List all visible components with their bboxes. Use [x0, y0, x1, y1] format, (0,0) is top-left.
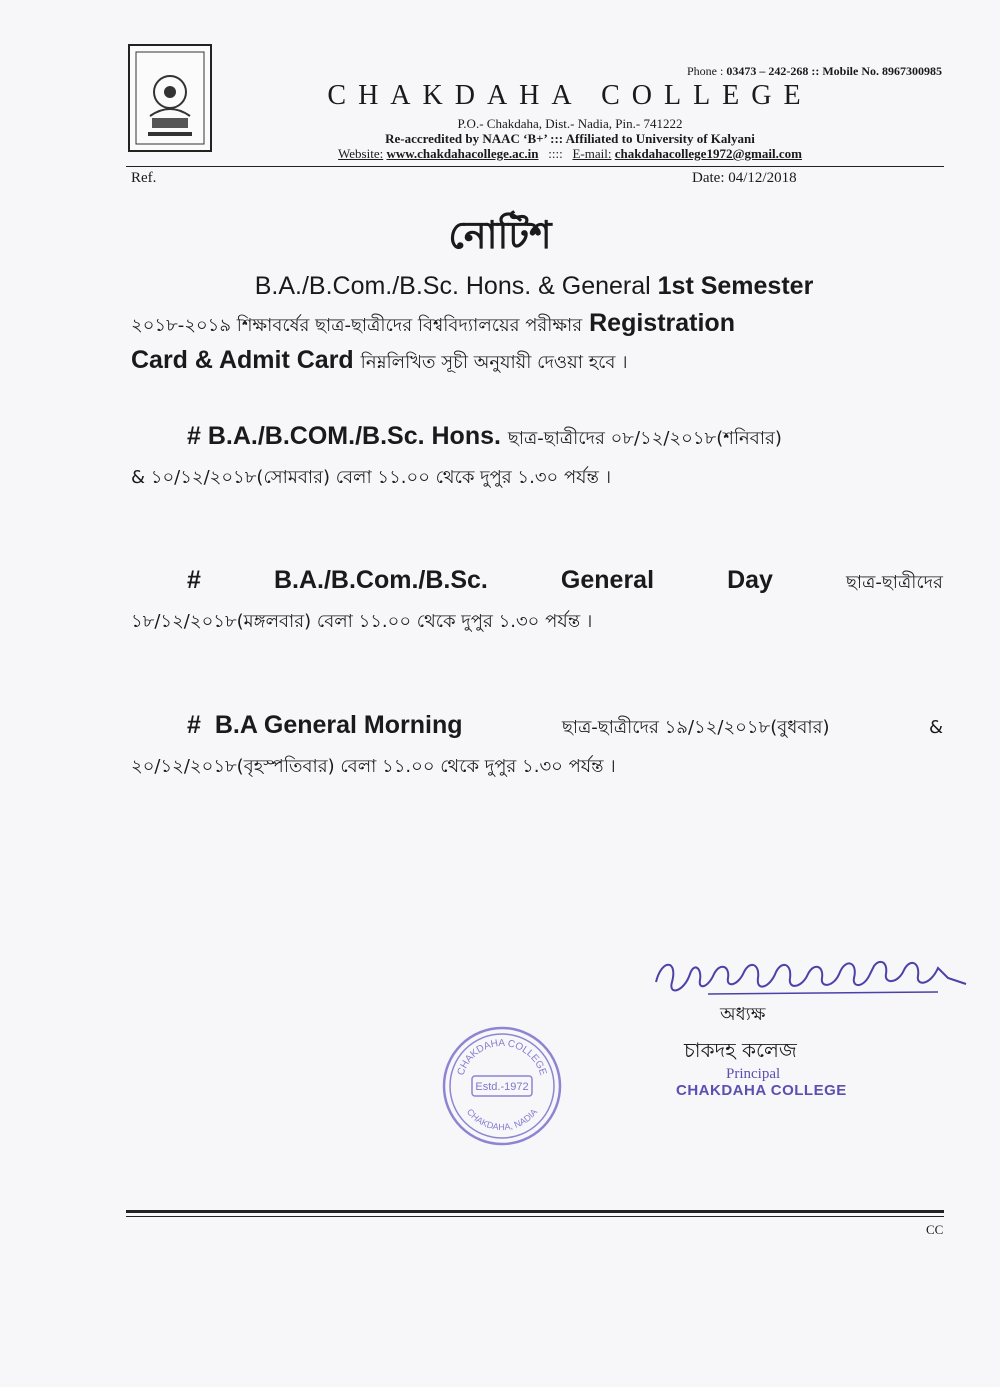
schedule-general-students-bn: ছাত্র-ছাত্রীদের — [846, 572, 943, 593]
schedule-morning-course: B.A General Morning — [214, 711, 463, 739]
notice-title: নোটিশ — [448, 213, 552, 257]
date-line — [692, 170, 797, 187]
college-name-bn: চাকদহ কলেজ — [684, 1038, 797, 1062]
schedule-hons-date-2: & ১০/১২/২০১৮(সোমবার) বেলা ১১.০০ থেকে দুপুর ১.৩০ পর্যন্ত । — [131, 467, 612, 488]
website-link[interactable]: www.chakdahacollege.ac.in — [386, 146, 539, 161]
date-label: Date: — [692, 170, 725, 186]
schedule-day-word: Day — [727, 566, 773, 594]
phone-label: Phone : — [686, 64, 724, 78]
intro-cards: Card & Admit Card — [131, 346, 354, 374]
schedule-morning-line-2 — [131, 750, 616, 783]
college-address: P.O.- Chakdaha, Dist.- Nadia, Pin.- 741222 — [457, 116, 683, 131]
schedule-general-day-line-1 — [187, 566, 943, 599]
schedule-general-course: B.A./B.Com./B.Sc. — [273, 566, 488, 594]
schedule-morning-head — [187, 711, 463, 740]
seal-center-text: Estd.-1972 — [475, 1081, 529, 1093]
college-emblem-icon — [130, 46, 210, 150]
intro-session-bn: ২০১৮-২০১৯ শিক্ষাবর্ষের ছাত্র-ছাত্রীদের বিশ্ববিদ্যালয়ের পরীক্ষার — [131, 315, 583, 336]
seal-bottom-text: CHAKDAHA, NADIA — [464, 1106, 540, 1133]
intro-courses: B.A./B.Com./B.Sc. Hons. & General — [254, 272, 651, 300]
email-label: E-mail: — [572, 146, 612, 161]
schedule-general-word: General — [560, 566, 655, 594]
schedule-hash: # — [187, 566, 201, 594]
schedule-hons-line-1 — [187, 422, 782, 455]
accreditation-line: Re-accredited by NAAC ‘B+’ ::: Affiliated to University of Kalyani — [385, 131, 755, 146]
mobile-number: 8967300985 — [882, 64, 942, 78]
seal-top-text: CHAKDAHA COLLEGE — [455, 1037, 549, 1077]
header-divider — [126, 166, 944, 167]
intro-line-2 — [131, 309, 735, 342]
phone-number: 03473 – 242-268 — [726, 64, 809, 78]
phone-separator: :: — [811, 64, 820, 78]
stamp-principal: Principal — [726, 1066, 781, 1082]
principal-signature — [648, 948, 978, 1008]
footer-divider-thick — [126, 1210, 944, 1213]
email-link[interactable]: chakdahacollege1972@gmail.com — [614, 146, 802, 161]
schedule-hons-date-1: ছাত্র-ছাত্রীদের ০৮/১২/২০১৮(শনিবার) — [507, 428, 782, 449]
website-label: Website: — [338, 146, 384, 161]
footer-divider-thin — [126, 1216, 944, 1217]
intro-line-3 — [131, 346, 628, 379]
intro-line-1 — [0, 272, 1000, 301]
contact-separator: :::: — [548, 146, 563, 161]
schedule-morning-line-1 — [187, 711, 943, 744]
contact-line — [200, 146, 940, 162]
intro-registration: Registration — [589, 309, 735, 337]
schedule-morning-date-2: ২০/১২/২০১৮(বৃহস্পতিবার) বেলা ১১.০০ থেকে দুপুর ১.৩০ পর্যন্ত । — [131, 756, 616, 777]
schedule-general-day-line-2 — [131, 605, 592, 638]
schedule-hash: # — [187, 711, 201, 739]
schedule-hash: # — [187, 422, 201, 450]
mobile-label: Mobile No. — [822, 64, 879, 78]
college-name: CHAKDAHA COLLEGE — [327, 80, 813, 111]
designation-bn: অধ্যক্ষ — [720, 1004, 766, 1025]
college-seal — [440, 1024, 564, 1148]
ref-label: Ref. — [131, 170, 157, 186]
schedule-hons-course: B.A./B.COM./B.Sc. Hons. — [207, 422, 501, 450]
intro-semester: 1st Semester — [657, 272, 814, 300]
intro-schedule-bn: নিম্নলিখিত সূচী অনুযায়ী দেওয়া হবে । — [360, 352, 628, 373]
date-value: 04/12/2018 — [728, 170, 797, 186]
schedule-morning-date-1: ছাত্র-ছাত্রীদের ১৯/১২/২০১৮(বুধবার) — [561, 717, 830, 738]
schedule-morning-amp: & — [928, 717, 943, 738]
schedule-general-day-date: ১৮/১২/২০১৮(মঙ্গলবার) বেলা ১১.০০ থেকে দুপুর ১.৩০ পর্যন্ত । — [131, 611, 593, 632]
schedule-hons-line-2 — [131, 461, 611, 494]
stamp-college: CHAKDAHA COLLEGE — [676, 1082, 847, 1099]
phone-info — [687, 64, 942, 79]
footer-cc: CC — [926, 1222, 944, 1237]
